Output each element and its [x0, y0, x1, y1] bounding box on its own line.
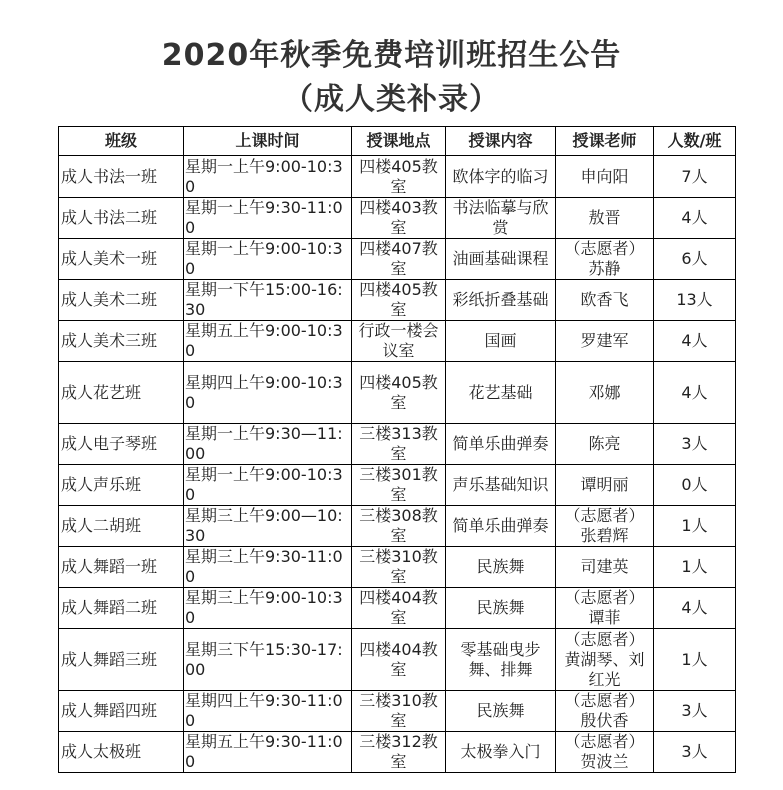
- header-time: 上课时间: [184, 127, 352, 156]
- cell-count: 7人: [654, 156, 736, 198]
- cell-place: 三楼301教室: [352, 465, 446, 506]
- cell-class: 成人书法一班: [59, 156, 184, 198]
- cell-place: 四楼407教室: [352, 239, 446, 280]
- table-row: [59, 691, 736, 732]
- cell-teacher: （志愿者）张碧辉: [556, 506, 654, 547]
- header-teacher: 授课老师: [556, 127, 654, 156]
- cell-content: 欧体字的临习: [446, 156, 556, 198]
- cell-count: 3人: [654, 424, 736, 465]
- cell-time: 星期一上午9:30—11:00: [184, 424, 352, 465]
- header-content: 授课内容: [446, 127, 556, 156]
- cell-content: 零基础曳步舞、排舞: [446, 629, 556, 691]
- cell-time: 星期三上午9:00-10:30: [184, 588, 352, 629]
- cell-count: 4人: [654, 198, 736, 239]
- cell-teacher: 申向阳: [556, 156, 654, 198]
- cell-time: 星期三下午15:30-17:00: [184, 629, 352, 691]
- cell-count: 0人: [654, 465, 736, 506]
- cell-time: 星期四上午9:30-11:00: [184, 691, 352, 732]
- cell-class: 成人美术一班: [59, 239, 184, 280]
- cell-teacher: 谭明丽: [556, 465, 654, 506]
- cell-time: 星期一上午9:30-11:00: [184, 198, 352, 239]
- cell-class: 成人太极班: [59, 732, 184, 773]
- table-row: [59, 198, 736, 239]
- cell-class: 成人美术二班: [59, 280, 184, 321]
- table-row: [59, 321, 736, 362]
- cell-time: 星期三上午9:30-11:00: [184, 547, 352, 588]
- cell-teacher: 罗建军: [556, 321, 654, 362]
- cell-class: 成人舞蹈四班: [59, 691, 184, 732]
- cell-content: 书法临摹与欣赏: [446, 198, 556, 239]
- table-row: [59, 156, 736, 198]
- cell-content: 声乐基础知识: [446, 465, 556, 506]
- header-place: 授课地点: [352, 127, 446, 156]
- cell-count: 3人: [654, 732, 736, 773]
- cell-content: 太极拳入门: [446, 732, 556, 773]
- table-row: [59, 506, 736, 547]
- cell-time: 星期一上午9:00-10:30: [184, 465, 352, 506]
- cell-class: 成人声乐班: [59, 465, 184, 506]
- table-row: [59, 547, 736, 588]
- cell-content: 油画基础课程: [446, 239, 556, 280]
- cell-class: 成人舞蹈一班: [59, 547, 184, 588]
- cell-time: 星期五上午9:30-11:00: [184, 732, 352, 773]
- cell-count: 1人: [654, 547, 736, 588]
- cell-class: 成人二胡班: [59, 506, 184, 547]
- cell-teacher: （志愿者）黄湖琴、刘红光: [556, 629, 654, 691]
- notice-subtitle: （成人类补录）: [283, 82, 500, 117]
- cell-content: 彩纸折叠基础: [446, 280, 556, 321]
- notice-title: 2020年秋季免费培训班招生公告: [161, 38, 622, 73]
- cell-teacher: 陈亮: [556, 424, 654, 465]
- table-row: [59, 424, 736, 465]
- cell-class: 成人美术三班: [59, 321, 184, 362]
- cell-teacher: （志愿者）苏静: [556, 239, 654, 280]
- cell-content: 简单乐曲弹奏: [446, 424, 556, 465]
- cell-count: 4人: [654, 588, 736, 629]
- cell-time: 星期一上午9:00-10:30: [184, 239, 352, 280]
- header-count: 人数/班: [654, 127, 736, 156]
- cell-count: 1人: [654, 506, 736, 547]
- cell-count: 4人: [654, 362, 736, 424]
- cell-content: 民族舞: [446, 588, 556, 629]
- header-class: 班级: [59, 127, 184, 156]
- cell-teacher: 司建英: [556, 547, 654, 588]
- table-row: [59, 239, 736, 280]
- table-row: [59, 465, 736, 506]
- table-row: [59, 732, 736, 773]
- table-row: [59, 588, 736, 629]
- cell-teacher: （志愿者）殷伏香: [556, 691, 654, 732]
- cell-time: 星期四上午9:00-10:30: [184, 362, 352, 424]
- cell-count: 6人: [654, 239, 736, 280]
- cell-place: 四楼404教室: [352, 629, 446, 691]
- cell-content: 简单乐曲弹奏: [446, 506, 556, 547]
- cell-time: 星期三上午9:00—10:30: [184, 506, 352, 547]
- table-row: [59, 280, 736, 321]
- cell-teacher: 敖晋: [556, 198, 654, 239]
- cell-teacher: 邓娜: [556, 362, 654, 424]
- cell-place: 四楼403教室: [352, 198, 446, 239]
- cell-content: 国画: [446, 321, 556, 362]
- cell-place: 四楼405教室: [352, 156, 446, 198]
- cell-place: 四楼405教室: [352, 280, 446, 321]
- cell-class: 成人舞蹈三班: [59, 629, 184, 691]
- cell-count: 13人: [654, 280, 736, 321]
- cell-place: 三楼308教室: [352, 506, 446, 547]
- cell-place: 四楼404教室: [352, 588, 446, 629]
- cell-place: 三楼312教室: [352, 732, 446, 773]
- cell-time: 星期五上午9:00-10:30: [184, 321, 352, 362]
- cell-place: 三楼310教室: [352, 691, 446, 732]
- cell-class: 成人花艺班: [59, 362, 184, 424]
- cell-time: 星期一上午9:00-10:30: [184, 156, 352, 198]
- cell-teacher: （志愿者）谭菲: [556, 588, 654, 629]
- cell-class: 成人电子琴班: [59, 424, 184, 465]
- cell-class: 成人书法二班: [59, 198, 184, 239]
- cell-count: 1人: [654, 629, 736, 691]
- table-row: [59, 629, 736, 691]
- cell-place: 四楼405教室: [352, 362, 446, 424]
- cell-count: 3人: [654, 691, 736, 732]
- table-row: [59, 362, 736, 424]
- cell-content: 花艺基础: [446, 362, 556, 424]
- cell-time: 星期一下午15:00-16:30: [184, 280, 352, 321]
- cell-class: 成人舞蹈二班: [59, 588, 184, 629]
- cell-content: 民族舞: [446, 547, 556, 588]
- cell-place: 行政一楼会议室: [352, 321, 446, 362]
- enrollment-table: [58, 126, 736, 773]
- cell-place: 三楼310教室: [352, 547, 446, 588]
- table-header-row: [59, 127, 736, 156]
- cell-place: 三楼313教室: [352, 424, 446, 465]
- cell-teacher: 欧香飞: [556, 280, 654, 321]
- cell-content: 民族舞: [446, 691, 556, 732]
- cell-teacher: （志愿者）贺波兰: [556, 732, 654, 773]
- cell-count: 4人: [654, 321, 736, 362]
